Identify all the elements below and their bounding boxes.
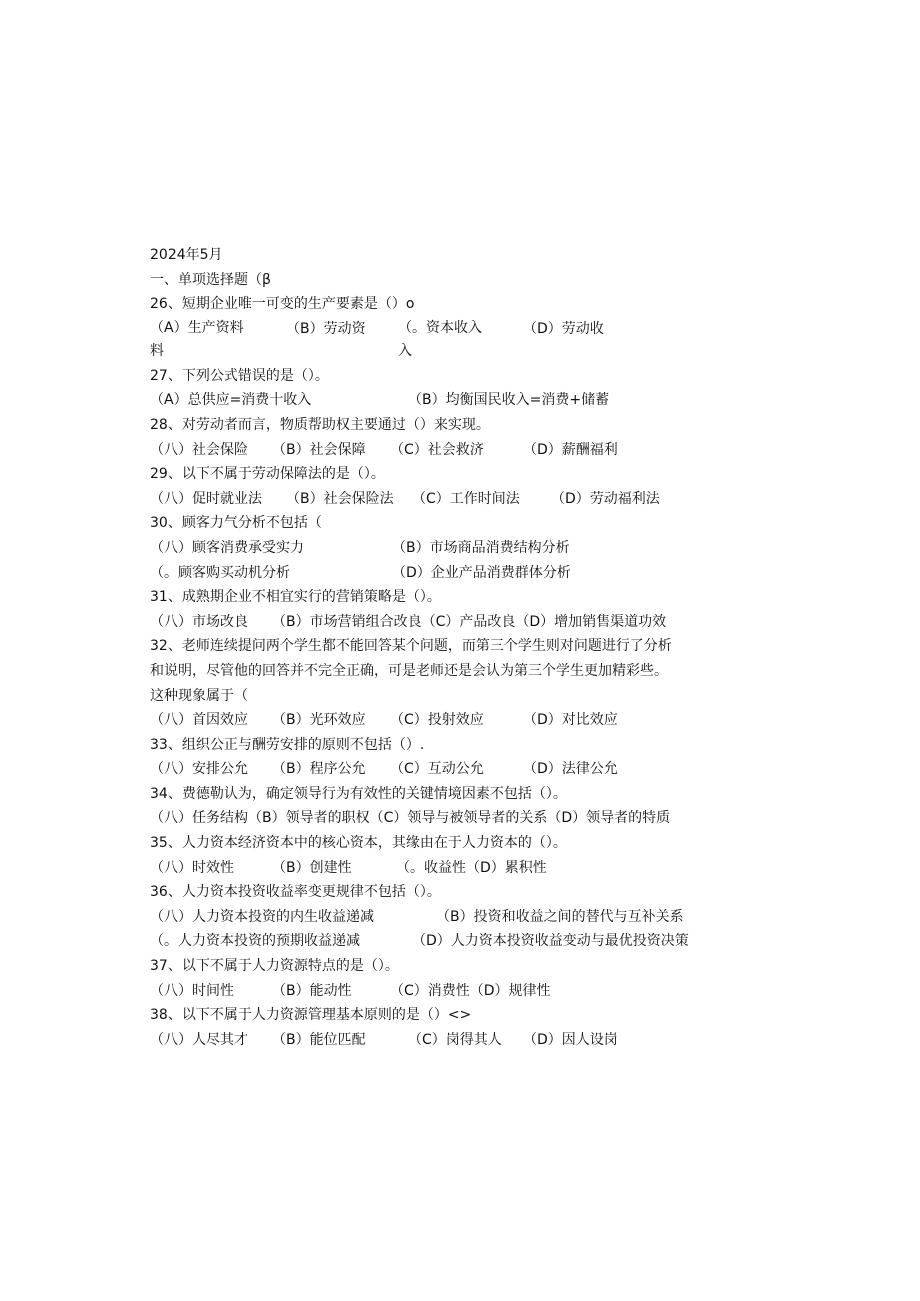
question-stem <box>150 585 750 610</box>
option-c: （C）社会救济 <box>390 441 484 458</box>
option-a <box>150 317 280 363</box>
option-c: （C）工作时间法 <box>412 490 520 507</box>
question-36-stem: 36、人力资本投资收益率变更规律不包括（）。 <box>150 884 441 901</box>
option-c: （C）互动公允 <box>390 761 484 778</box>
option-c-to-d: （。收益性（D）累积性 <box>396 859 547 876</box>
question-stem <box>150 462 750 487</box>
option-b: （B）市场商品消费结构分析 <box>392 539 570 556</box>
option-b: （B）能位匹配 <box>272 1031 366 1048</box>
document-date: 2024年5月 <box>150 247 223 263</box>
question-31-options <box>150 610 750 635</box>
question-34-stem: 34、费德勒认为，确定领导行为有效性的关键情境因素不包括（）。 <box>150 785 567 802</box>
question-26-options <box>150 317 750 364</box>
question-29-options <box>150 487 750 512</box>
option-d: （D）人力资本投资收益变动与最优投资决策 <box>412 933 689 950</box>
question-35-stem: 35、人力资本经济资本中的核心资本，其缘由在于人力资本的（）。 <box>150 835 567 852</box>
question-stem <box>150 1003 750 1028</box>
question-37-stem: 37、以下不属于人力资源特点的是（）。 <box>150 958 399 975</box>
question-30-stem: 30、顾客力气分析不包括（ <box>150 515 322 532</box>
option-c: （C）投射效应 <box>390 712 484 729</box>
option-a: （八）人力资本投资的内生收益递减 <box>150 908 374 925</box>
option-c-text: （。资本收入 <box>398 319 482 336</box>
option-b: （B）均衡国民收入=消费+储蓄 <box>408 392 610 409</box>
option-b: （B）光环效应 <box>272 712 366 729</box>
option-c <box>398 317 518 363</box>
option-a: （八）促时就业法 <box>150 490 262 507</box>
question-28-options <box>150 438 750 463</box>
question-stem <box>150 733 750 758</box>
option-d: （D）对比效应 <box>523 712 618 729</box>
exam-content <box>150 243 750 1052</box>
question-32-stem-line2: 和说明，尽管他的回答并不完全正确，可是老师还是会认为第三个学生更加精彩些。 <box>150 662 668 679</box>
question-26-stem: 26、短期企业唯一可变的生产要素是（）o <box>150 296 415 313</box>
question-30-options-row1 <box>150 536 750 561</box>
option-b: （B）劳动资 <box>286 320 366 337</box>
option-a: （八）安排公允 <box>150 761 248 778</box>
option-a: （八）人尽其才 <box>150 1031 248 1048</box>
question-37-options <box>150 979 750 1004</box>
question-38-options <box>150 1028 750 1053</box>
option-b-to-d: （B）市场营销组合改良（C）产品改良（D）增加销售渠道功效 <box>272 613 667 630</box>
question-stem <box>150 782 750 807</box>
option-b: （B）投资和收益之间的替代与互补关系 <box>436 908 684 925</box>
question-27-options <box>150 388 750 413</box>
question-29-stem: 29、以下不属于劳动保障法的是（）。 <box>150 466 385 483</box>
option-b: （B）社会保障 <box>272 441 366 458</box>
question-stem <box>150 954 750 979</box>
option-c: （。顾客购买动机分析 <box>150 564 290 581</box>
question-30-options-row2 <box>150 561 750 586</box>
option-b: （B）社会保险法 <box>286 490 394 507</box>
date-line <box>150 243 750 268</box>
question-stem <box>150 413 750 438</box>
option-d: （D）薪酬福利 <box>523 441 618 458</box>
option-d: （D）法律公允 <box>523 761 618 778</box>
option-d: （D）因人设岗 <box>523 1031 618 1048</box>
question-33-stem: 33、组织公正与酬劳安排的原则不包括（）. <box>150 736 425 753</box>
option-a: （八）时间性 <box>150 982 234 999</box>
section-heading-line <box>150 268 750 293</box>
question-stem-continued <box>150 684 750 709</box>
option-c-overflow: 入 <box>398 342 412 359</box>
question-32-stem: 32、老师连续提问两个学生都不能回答某个问题，而第三个学生则对问题进行了分析 <box>150 638 672 655</box>
question-36-options-row1 <box>150 905 750 930</box>
option-d: （D）企业产品消费群体分析 <box>392 564 571 581</box>
option-a: （八）首因效应 <box>150 712 248 729</box>
option-a-text: （A）生产资料 <box>150 319 244 336</box>
option-d: （D）劳动收 <box>523 320 604 337</box>
question-stem <box>150 634 750 659</box>
option-a: （八）社会保险 <box>150 441 248 458</box>
option-c: （。人力资本投资的预期收益递减 <box>150 933 360 950</box>
question-32-stem-line3: 这种现象属于（ <box>150 687 248 704</box>
option-a: （八）市场改良 <box>150 613 248 630</box>
section-heading: 一、单项选择题（β <box>150 271 271 288</box>
option-d: （D）劳动福利法 <box>551 490 660 507</box>
question-stem <box>150 292 750 317</box>
question-stem <box>150 831 750 856</box>
question-stem <box>150 364 750 389</box>
question-stem-continued <box>150 659 750 684</box>
option-c: （C）岗得其人 <box>408 1031 502 1048</box>
option-a: （八）顾客消费承受实力 <box>150 539 304 556</box>
question-33-options <box>150 757 750 782</box>
option-a: （A）总供应=消费十收入 <box>150 392 312 409</box>
option-a-overflow: 料 <box>150 342 164 359</box>
question-34-options <box>150 806 750 831</box>
question-27-stem: 27、下列公式错误的是（）。 <box>150 367 329 384</box>
question-stem <box>150 511 750 536</box>
question-31-stem: 31、成熟期企业不相宜实行的营销策略是（）。 <box>150 589 441 606</box>
option-b: （B）程序公允 <box>272 761 366 778</box>
question-32-options <box>150 708 750 733</box>
option-a-to-d: （八）任务结构（B）领导者的职权（C）领导与被领导者的关系（D）领导者的特质 <box>150 810 671 827</box>
question-35-options <box>150 856 750 881</box>
question-38-stem: 38、以下不属于人力资源管理基本原则的是（）<> <box>150 1007 472 1024</box>
question-36-options-row2 <box>150 929 750 954</box>
option-b: （B）创建性 <box>272 859 352 876</box>
option-a: （八）时效性 <box>150 859 234 876</box>
option-b: （B）能动性 <box>272 982 352 999</box>
question-stem <box>150 880 750 905</box>
option-c-to-d: （C）消费性（D）规律性 <box>390 982 551 999</box>
question-28-stem: 28、对劳动者而言，物质帮助权主要通过（）来实现。 <box>150 416 490 433</box>
